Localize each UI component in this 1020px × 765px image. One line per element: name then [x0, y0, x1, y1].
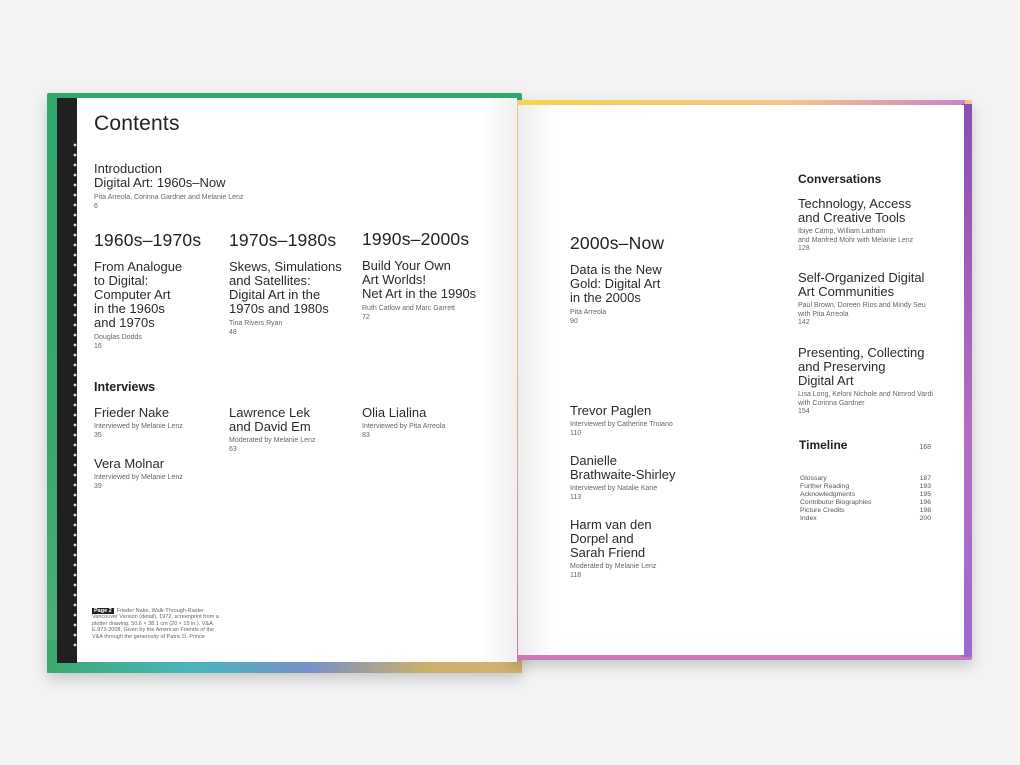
- conversation-by: with Pita Arreola: [798, 310, 849, 318]
- back-matter-list: [800, 475, 931, 523]
- interview-name: Danielle: [570, 453, 617, 468]
- caption-text: Frieder Nake, Walk-Through-Raster Vancouver Version (detail), 1972, screenprint from a plotter drawing, 50.6 × 38.1 cm (20 × 15 in.). V&A: E.973-2008. Given by the American Friends of the V&A through the generosity of Patric D. Prince: [92, 608, 219, 640]
- back-matter-item: [800, 515, 931, 523]
- era-title-line: Net Art in the 1990s: [362, 286, 477, 301]
- interview-by: Interviewed by Melanie Lenz: [94, 474, 183, 481]
- era-title-line: and 1970s: [94, 315, 155, 330]
- back-matter-label: Contributor Biographies: [800, 499, 872, 506]
- conversation-entry: [798, 271, 926, 328]
- conversation-page: 142: [798, 319, 810, 326]
- back-matter-item: [800, 483, 931, 491]
- era-entry-1970s: [229, 230, 342, 337]
- interview-by: Moderated by Melanie Lenz: [570, 563, 657, 570]
- back-matter-page: 200: [919, 515, 931, 522]
- interview-page: 39: [94, 482, 102, 490]
- conversation-page: 128: [798, 245, 810, 252]
- era-author: Tina Rivers Ryan: [229, 320, 283, 327]
- interview-name: Lawrence Lek: [229, 405, 310, 420]
- conversation-by: with Corinna Gardner: [798, 399, 865, 407]
- interview-entry: [570, 404, 673, 438]
- back-matter-label: Index: [800, 515, 817, 522]
- interview-name: Olia Lialina: [362, 405, 427, 420]
- conversation-title: Technology, Access: [798, 196, 912, 211]
- era-title-line: Digital Art in the: [229, 287, 321, 302]
- back-matter-item: [800, 491, 931, 499]
- conversation-by: and Manfred Mohr with Melanie Lenz: [798, 236, 914, 244]
- era-entry-1990s: [362, 229, 476, 322]
- interview-page: 83: [362, 431, 370, 439]
- interview-entry: [94, 457, 183, 491]
- era-entry-1960s: [94, 230, 201, 351]
- era-title-line: and Satellites:: [229, 273, 311, 288]
- interviews-heading: Interviews: [94, 380, 156, 394]
- conversation-title: and Preserving: [798, 359, 886, 374]
- interview-name: Trevor Paglen: [570, 403, 652, 418]
- conversation-title: and Creative Tools: [798, 210, 906, 225]
- interview-entry: [570, 518, 656, 580]
- era-title-line: From Analogue: [94, 259, 183, 274]
- back-matter-item: [800, 507, 931, 515]
- interview-by: Interviewed by Pita Arreola: [362, 423, 446, 430]
- interview-by: Interviewed by Catherine Troiano: [570, 421, 673, 428]
- era-author: Douglas Dodds: [94, 334, 142, 341]
- back-matter-label: Glossary: [800, 475, 827, 482]
- back-matter-page: 198: [919, 507, 931, 514]
- interview-name: Vera Molnar: [94, 456, 165, 471]
- conversation-title: Presenting, Collecting: [798, 345, 925, 360]
- back-matter-item: [800, 499, 931, 507]
- era-title-line: Skews, Simulations: [229, 259, 342, 274]
- interview-name: Dorpel and: [570, 531, 634, 546]
- spine-perforation: [72, 140, 78, 650]
- back-matter-page: 195: [919, 491, 931, 498]
- era-title-line: to Digital:: [94, 273, 149, 288]
- back-matter-item: [800, 475, 931, 483]
- intro-title-2: Digital Art: 1960s–Now: [94, 175, 226, 190]
- interview-page: 110: [570, 429, 582, 437]
- back-matter-page: 187: [919, 475, 931, 482]
- era-heading: 1970s–1980s: [229, 230, 337, 250]
- intro-authors: Pita Arreola, Corinna Gardner and Melanie Lenz: [94, 194, 244, 201]
- conversation-title: Digital Art: [798, 373, 854, 388]
- era-page: 72: [362, 313, 370, 321]
- interview-entry: [570, 454, 676, 502]
- interview-name: Sarah Friend: [570, 545, 646, 560]
- interview-name: Harm van den: [570, 517, 652, 532]
- interview-by: Moderated by Melanie Lenz: [229, 437, 316, 444]
- conversation-page: 154: [798, 408, 810, 415]
- interview-by: Interviewed by Natalie Kane: [570, 485, 658, 492]
- era-heading: 1990s–2000s: [362, 229, 470, 249]
- back-matter-page: 193: [919, 483, 931, 490]
- interview-entry: [94, 406, 183, 440]
- era-heading: 2000s–Now: [570, 233, 665, 253]
- interview-page: 118: [570, 571, 582, 579]
- era-title-line: Build Your Own: [362, 258, 451, 273]
- era-heading: 1960s–1970s: [94, 230, 202, 250]
- back-matter-label: Picture Credits: [800, 507, 845, 514]
- interview-name: and David Em: [229, 419, 311, 434]
- era-title-line: 1970s and 1980s: [229, 301, 329, 316]
- era-page: 90: [570, 317, 578, 325]
- era-author: Ruth Catlow and Marc Garrett: [362, 305, 455, 312]
- interview-page: 35: [94, 431, 102, 439]
- intro-title-1: Introduction: [94, 161, 162, 176]
- interview-entry: [229, 406, 315, 454]
- interview-by: Interviewed by Melanie Lenz: [94, 423, 183, 430]
- era-title-line: Data is the New: [570, 262, 662, 277]
- conversation-by: Lisa Long, Keloni Nichole and Nimrod Vardi: [798, 391, 933, 398]
- conversation-by: Paul Brown, Doreen Ríos and Mindy Seu: [798, 302, 926, 309]
- era-page: 16: [94, 342, 102, 350]
- intro-entry: [94, 162, 243, 211]
- timeline-entry: [799, 438, 931, 453]
- interview-name: Frieder Nake: [94, 405, 170, 420]
- era-entry-2000s: [570, 233, 664, 326]
- caption-tag: Page 2: [94, 608, 112, 614]
- intro-page: 6: [94, 202, 98, 210]
- timeline-page: 168: [919, 444, 931, 451]
- era-title-line: Gold: Digital Art: [570, 276, 661, 291]
- era-title-line: in the 1960s: [94, 301, 165, 316]
- era-author: Pita Arreola: [570, 309, 607, 316]
- contents-heading: Contents: [94, 112, 180, 135]
- conversations-heading: Conversations: [798, 172, 882, 186]
- conversation-entry: [798, 346, 933, 417]
- conversation-title: Self-Organized Digital: [798, 270, 925, 285]
- interview-name: Brathwaite-Shirley: [570, 467, 676, 482]
- era-page: 48: [229, 328, 237, 336]
- timeline-label: Timeline: [799, 438, 848, 452]
- interview-page: 113: [570, 493, 582, 501]
- conversation-entry: [798, 197, 913, 254]
- era-title-line: Art Worlds!: [362, 272, 427, 287]
- interview-page: 63: [229, 445, 237, 453]
- back-matter-label: Acknowledgments: [800, 491, 856, 498]
- back-matter-page: 196: [919, 499, 931, 506]
- era-title-line: Computer Art: [94, 287, 171, 302]
- back-matter-label: Further Reading: [800, 483, 850, 490]
- conversation-title: Art Communities: [798, 284, 895, 299]
- figure-caption: [92, 608, 222, 640]
- conversation-by: Ibiye Camp, William Latham: [798, 228, 886, 235]
- interview-entry: [362, 406, 445, 440]
- era-title-line: in the 2000s: [570, 290, 641, 305]
